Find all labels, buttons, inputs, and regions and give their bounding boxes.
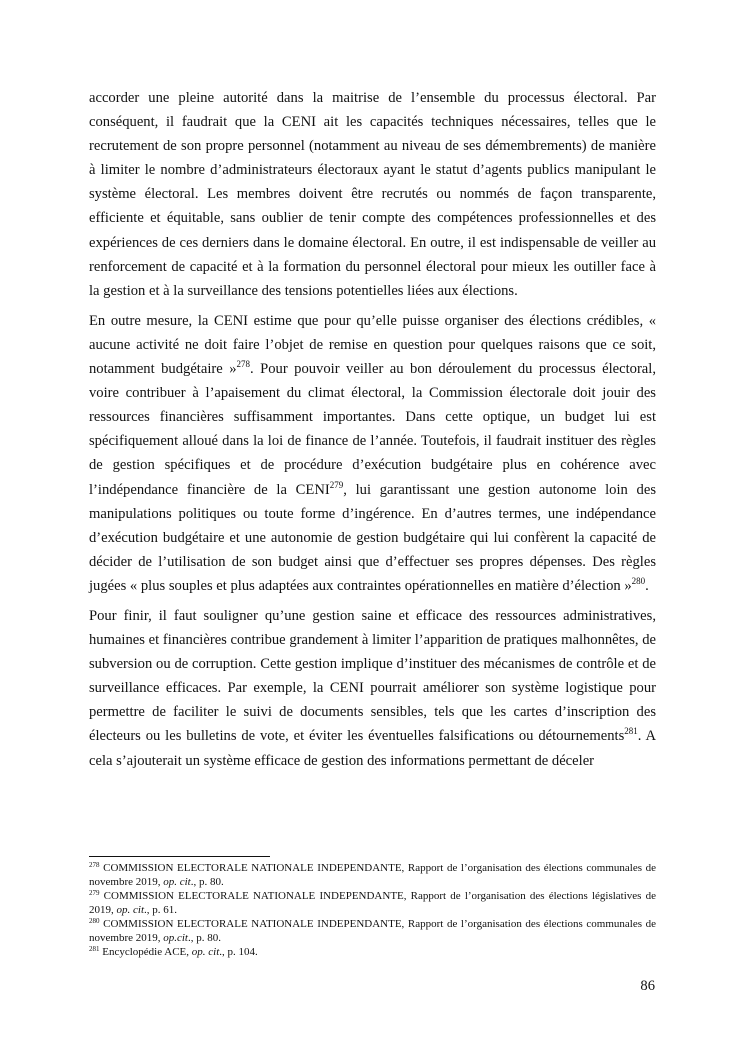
footnote-separator: [89, 856, 270, 857]
footnote-number: 279: [89, 889, 100, 897]
paragraph-text: accorder une pleine autorité dans la maitrise de l’ensemble du processus électoral. Par conséquent, il faudrait que la CENI ait les capacités techniques nécessaires, telles que le recrutement de son propre personnel (notamment au niveau de ses démembrements) de manière à limiter le nombre d’administrateurs électoraux ayant le statut d’agents publics manipulant le système électoral. Les membres doivent être recrutés ou nommés de façon transparente, efficiente et équitable, sans oublier de tenir compte des compétences professionnelles et des expériences de ces derniers dans le domaine électoral. En outre, il est indispensable de veiller au renforcement de capacité et à la formation du personnel électoral pour mieux les outiller face à la gestion et à la surveillance des tensions potentielles liées aux élections.: [89, 90, 656, 299]
paragraph-text: .: [645, 577, 649, 594]
footnote-number: 278: [89, 861, 100, 869]
footnote-text: ., p. 80.: [190, 876, 224, 888]
footnote-number: 281: [89, 945, 100, 953]
paragraph: [89, 86, 656, 303]
paragraph-text: , lui garantissant une gestion autonome loin des manipulations politiques ou toute forme d’ingérence. En d’autres termes, une indépendance d’exécution budgétaire et une autonomie de gestion budgétaire qui lui confèrent la capacité de décider de l’utilisation de son budget ainsi que d’effectuer ses propres dépenses. Des règles jugées « plus souples et plus adaptées aux contraintes opérationnelles en matière d’élection »: [89, 481, 657, 594]
paragraph: [89, 604, 656, 773]
paragraph-text: . A cela s’ajouterait un système efficace de gestion des informations permettant de déceler: [89, 728, 656, 769]
footnote-reference: 279: [329, 479, 344, 490]
italic-text: op. cit: [191, 946, 220, 958]
body-text: [89, 86, 656, 779]
footnote-text: COMMISSION ELECTORALE NATIONALE INDEPENDANTE, Rapport de l’organisation des élections communales de novembre 2019,: [89, 862, 656, 888]
page-number: 86: [640, 978, 655, 994]
italic-text: op. cit: [163, 876, 191, 888]
footnote-text: Encyclopédie ACE,: [99, 946, 192, 958]
footnote: [89, 917, 656, 945]
footnotes: [89, 861, 656, 959]
paragraph-text: . Pour pouvoir veiller au bon déroulement du processus électoral, voire contribuer à l’apaisement du climat électoral, la Commission électorale doit jouir des ressources financières suffisamment importantes. Dans cette optique, un budget lui est spécifiquement alloué dans la loi de finance de l’année. Toutefois, il faudrait instituer des règles de gestion spécifiques et de procédure d’exécution budgétaire plus en cohérence avec l’indépendance financière de la CENI: [89, 361, 656, 498]
footnote: [89, 945, 656, 959]
footnote-number: 280: [89, 917, 100, 925]
footnote: [89, 889, 656, 917]
paragraph-text: Pour finir, il faut souligner qu’une gestion saine et efficace des ressources administratives, humaines et financières contribue grandement à limiter l’apparition de pratiques malhonnêtes, de subversion ou de corruption. Cette gestion implique d’instituer des mécanismes de contrôle et de surveillance efficaces. Par exemple, la CENI pourrait améliorer son système logistique pour permettre de faciliter le suivi de documents sensibles, tels que les cartes d’inscription des électeurs ou les bulletins de vote, et éviter les éventuelles falsifications ou détournements: [89, 607, 656, 745]
footnote-text: ., p. 80.: [187, 932, 221, 944]
footnote-text: COMMISSION ELECTORALE NATIONALE INDEPENDANTE, Rapport de l’organisation des élections législatives de 2019,: [89, 890, 656, 916]
footnote-text: ., p. 61.: [144, 904, 177, 916]
italic-text: op. cit: [116, 904, 144, 916]
footnote-text: COMMISSION ELECTORALE NATIONALE INDEPENDANTE, Rapport de l’organisation des élections communales de novembre 2019,: [89, 918, 656, 944]
footnote-text: ., p. 104.: [219, 946, 258, 958]
footnote-reference: 280: [631, 575, 646, 586]
footnote: [89, 861, 656, 889]
paragraph-text: En outre mesure, la CENI estime que pour qu’elle puisse organiser des élections crédibles, « aucune activité ne doit faire l’objet de remise en question pour quelques raisons que ce soit, notamment budgétaire »: [89, 312, 656, 378]
footnote-reference: 278: [236, 359, 250, 370]
footnote-reference: 281: [624, 726, 638, 737]
italic-text: op.cit: [163, 932, 188, 944]
paragraph: [89, 309, 656, 598]
